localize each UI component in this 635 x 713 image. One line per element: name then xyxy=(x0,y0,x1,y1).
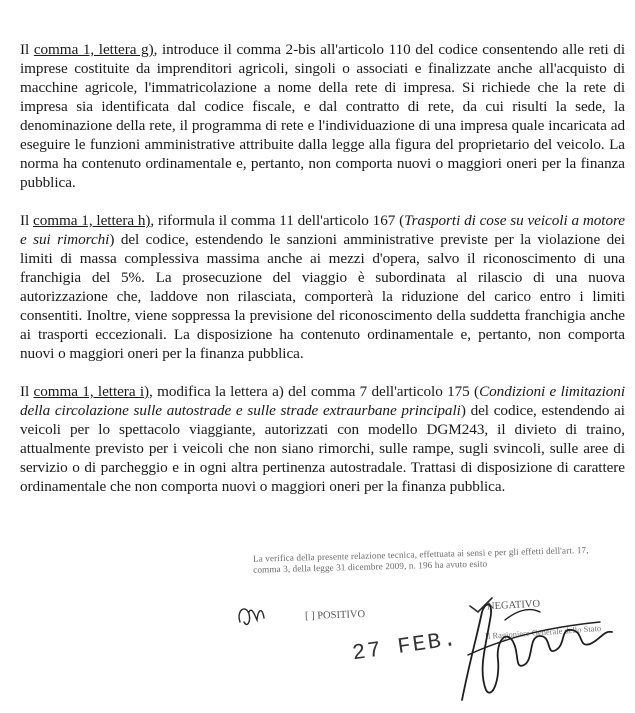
reference-h: comma 1, lettera h) xyxy=(33,212,151,229)
paragraph-h-text-before: , riformula il comma 11 dell'articolo 167 ( xyxy=(150,212,405,229)
paragraph-i-text-after: ) del codice, estendendo ai veicoli per lo spettacolo viaggiante, autorizzati con modello DGM243, il divieto di traino, attualmente previsto per i veicoli che non siano rimorchi, sulle rampe, sugli svincoli, sulle aree di servizio o di parcheggio e in ogni altra pertinenza autostradale. Trattasi di disposizione di carattere ordinamentale che non comporta nuovi o maggiori oneri per la finanza pubblica. xyxy=(20,402,625,495)
stamp-sub-label: Il Ragioniere Generale dello Stato xyxy=(484,622,602,642)
document-body xyxy=(20,40,625,515)
paragraph-i-text-before: , modifica la lettera a) del comma 7 dell'articolo 175 ( xyxy=(149,383,480,400)
para-prefix: Il xyxy=(20,383,34,400)
reference-i: comma 1, lettera i) xyxy=(33,383,150,400)
paragraph-h-text-after: ) del codice, estendendo le sanzioni amministrative previste per la violazione dei limiti di massa complessiva massima anche ai mezzi d'opera, salvo il riconoscimento di una franchigia del 5%. La prosecuzione del viaggio è subordinata al rilascio di una nuova autorizzazione che, laddove non rilasciata, comporterà la riduzione del carico entro i limiti consentiti. Inoltre, viene soppressa la previsione del riconoscimento della suddetta franchigia anche ai trasporti eccezionali. La disposizione ha contenuto ordinamentale e, pertanto, non comporta nuovi o maggiori oneri per la finanza pubblica. xyxy=(20,231,625,362)
signature-flourish xyxy=(468,610,600,655)
paragraph-i-italic: Condizioni e limitazioni della circolazione sulle autostrade e sulle strade extraurbane principali xyxy=(20,383,626,419)
stamp-negative-label: NEGATIVO xyxy=(486,598,541,613)
paragraph-i xyxy=(20,382,625,496)
paragraph-h xyxy=(20,211,625,363)
paragraph-g-text: , introduce il comma 2-bis all'articolo 110 del codice consentendo alle reti di imprese costituite da imprenditori agricoli, singoli o associati e finalizzate anche all'acquisto di macchine agricole, l'immatricolazione a nome della rete di impresa. Si richiede che la rete di impresa sia identificata dal codice fiscale, e dal contratto di rete, da cui risulti la sede, la denominazione della rete, il programma di rete e l'individuazione di una impresa quale incaricata ad eseguire le funzioni amministrative attribuite dalla legge alla figura del proprietario del veicolo. La norma ha contenuto ordinamentale e, pertanto, non comporta nuovi o maggiori oneri per la finanza pubblica. xyxy=(20,41,625,191)
initials-signature xyxy=(239,609,264,624)
negative-check-mark xyxy=(470,598,492,612)
paragraph-h-italic: Trasporti di cose su veicoli a motore e sui rimorchi xyxy=(20,212,625,248)
stamp-date: 27 FEB. xyxy=(350,626,460,667)
para-prefix: Il xyxy=(20,41,34,58)
stamp-note: La verifica della presente relazione tecnica, effettuata ai sensi e per gli effetti dell'art. 17, comma 3, della legge 31 dicembre 2009, n. 196 ha avuto esito xyxy=(252,544,589,575)
para-prefix: Il xyxy=(20,212,34,229)
main-signature xyxy=(462,604,612,700)
stamp-positive-label: [ ] POSITIVO xyxy=(304,608,366,623)
reference-g: comma 1, lettera g) xyxy=(33,41,154,58)
paragraph-g xyxy=(20,40,625,192)
